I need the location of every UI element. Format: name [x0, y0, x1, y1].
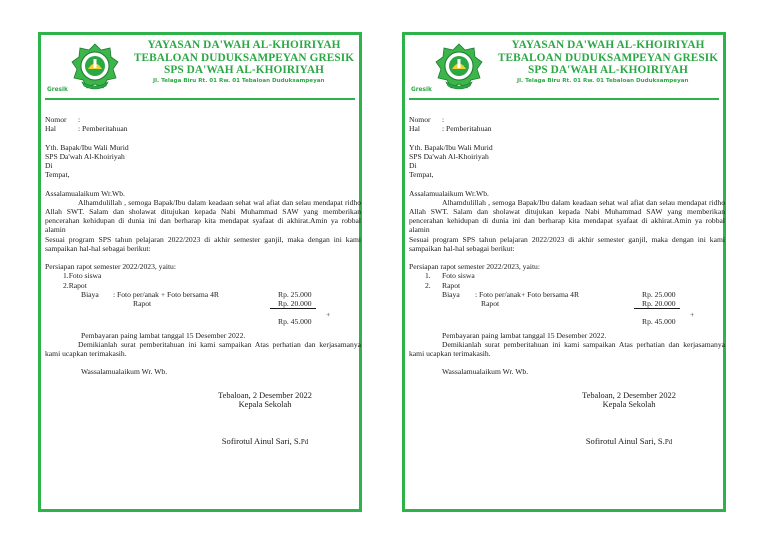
recipient-line-3: Di [409, 160, 417, 170]
nomor-label: Nomor [409, 115, 431, 124]
school-name: SPS DA'WAH AL-KHOIRIYAH [163, 64, 325, 76]
letter-left [38, 32, 362, 512]
nomor-colon: : [442, 115, 445, 124]
signer-name-text: Sofirotul Ainul Sari, S. [221, 435, 301, 446]
org-name: YAYASAN DA'WAH AL-KHOIRIYAH [147, 39, 341, 51]
paragraph-opening: Alhamdulillah , semoga Bapak/Ibu dalam keadaan sehat wal afiat dan selau mendapat ridho Allah SWT. Salam dan sholawat ditujukan kepada Nabi Muhammad SAW yang memberikan pencerahan kehidupan di dunia ini dan berharap kita mendapat syafaat di akhirat.Amin ya robbal alamin [409, 197, 725, 235]
payment-note: Pembayaran paing lambat tanggal 15 Desember 2022. [442, 330, 607, 340]
list-item-1-number: 1. [425, 271, 431, 281]
recipient-line-4: Tempat, [409, 170, 434, 180]
cost-rapot-amount: Rp. 20.000 [634, 299, 680, 309]
hal-value: : Pemberitahuan [78, 124, 128, 134]
org-name: YAYASAN DA'WAH AL-KHOIRIYAH [511, 39, 705, 51]
hal-row [409, 124, 725, 133]
school-name: SPS DA'WAH AL-KHOIRIYAH [527, 64, 689, 76]
paragraph-program: Sesuai program SPS tahun pelajaran 2022/2023 di akhir semester ganjil, maka dengan ini kami sampaikan hal-hal sebagai berikut: [409, 234, 725, 253]
cost-label: Biaya [81, 289, 99, 299]
recipient-line-1: Yth. Bapak/Ibu Wali Murid [45, 142, 129, 152]
letterhead [41, 35, 359, 101]
total-row [45, 317, 361, 326]
hal-row [45, 124, 361, 133]
list-item-2: 2.Rapot [63, 280, 87, 290]
nomor-colon: : [78, 115, 81, 124]
hal-label: Hal [409, 124, 420, 134]
plus-row [409, 308, 725, 320]
signer-name-text: Sofirotul Ainul Sari, S. [585, 435, 665, 446]
farewell: Wassalamualaikum Wr. Wb. [81, 367, 168, 377]
paragraph-closing: Demikianlah surat pemberitahuan ini kami sampaikan Atas perhatian dan kerjasamanya kami ucapkan terimakasih. [409, 339, 725, 358]
list-item-1 [409, 271, 725, 280]
signature-block [45, 391, 361, 448]
paragraph-program: Sesuai program SPS tahun pelajaran 2022/2023 di akhir semester ganjil, maka dengan ini kami sampaikan hal-hal sebagai berikut: [45, 234, 361, 253]
cost-rapot-desc: Rapot [133, 298, 152, 308]
recipient-line-2: SPS Da'wah Al-Khoiriyah [409, 151, 489, 161]
nomor-row [45, 115, 361, 124]
address: Jl. Telaga Biru Rt. 01 Rw. 01 Tebaloan Duduksampeyan [517, 78, 689, 84]
nomor-label: Nomor [45, 115, 67, 124]
greeting: Assalamualaikum Wr.Wb. [45, 188, 125, 198]
plus-row [45, 308, 361, 320]
signature-position: Kepala Sekolah [602, 399, 656, 409]
signer-name [533, 437, 725, 447]
cost-photo-desc: : Foto per/anak+ Foto bersama 4R [475, 289, 580, 299]
divider [409, 98, 719, 100]
paragraph-opening: Alhamdulillah , semoga Bapak/Ibu dalam keadaan sehat wal afiat dan selau mendapat ridho Allah SWT. Salam dan sholawat ditujukan kepada Nabi Muhammad SAW yang memberikan pencerahan kehidupan di dunia ini dan berharap kita mendapat syafaat di akhirat.Amin ya robbal alamin [45, 197, 361, 235]
cost-total: Rp. 45.000 [278, 317, 312, 327]
letter-right [402, 32, 726, 512]
list-item-1-text: Foto siswa [442, 271, 475, 281]
divider [45, 98, 355, 100]
school-emblem-icon [70, 42, 120, 92]
cost-photo-amount: Rp. 25.000 [278, 289, 312, 299]
city: Gresik [47, 87, 68, 93]
paragraph-closing: Demikianlah surat pemberitahuan ini kami sampaikan Atas perhatian dan kerjasamanya kami ucapkan terimakasih. [45, 339, 361, 358]
cost-total: Rp. 45.000 [642, 317, 676, 327]
cost-row-photo [409, 290, 725, 299]
plus-sign: + [690, 310, 695, 320]
letter-body [45, 115, 361, 447]
list-item-2-text: Rapot [442, 280, 461, 290]
org-subname: TEBALOAN DUDUKSAMPEYAN GRESIK [133, 51, 355, 64]
cost-row-rapot [409, 299, 725, 308]
cost-rapot-amount: Rp. 20.000 [270, 299, 316, 309]
cost-row-photo [45, 290, 361, 299]
cost-rapot-desc: Rapot [481, 298, 500, 308]
letter-body [409, 115, 725, 447]
list-item-2-number: 2. [425, 280, 431, 290]
signature-date: Tebaloan, 2 Desember 2022 [218, 390, 312, 400]
hal-value: : Pemberitahuan [442, 124, 492, 134]
signer-degree: Pd [664, 437, 673, 446]
signer-name [169, 437, 361, 447]
letterhead [405, 35, 723, 101]
total-row [409, 317, 725, 326]
signature-position: Kepala Sekolah [238, 399, 292, 409]
cost-photo-desc: : Foto per/anak + Foto bersama 4R [113, 289, 219, 299]
nomor-row [409, 115, 725, 124]
cost-row-rapot [45, 299, 361, 308]
address: Jl. Telaga Biru Rt. 01 Rw. 01 Tebaloan Duduksampeyan [153, 78, 325, 84]
list-item-2 [409, 281, 725, 290]
city: Gresik [411, 87, 432, 93]
org-subname: TEBALOAN DUDUKSAMPEYAN GRESIK [497, 51, 719, 64]
school-emblem-icon [434, 42, 484, 92]
letterhead-title [495, 39, 721, 77]
hal-label: Hal [45, 124, 56, 134]
list-item-1: 1.Foto siswa [63, 271, 102, 281]
recipient-line-4: Tempat, [45, 170, 70, 180]
cost-photo-amount: Rp. 25.000 [642, 289, 676, 299]
recipient-line-2: SPS Da'wah Al-Khoiriyah [45, 151, 125, 161]
signer-degree: Pd [300, 437, 309, 446]
letterhead-title [131, 39, 357, 77]
farewell: Wassalamualaikum Wr. Wb. [442, 367, 529, 377]
greeting: Assalamualaikum Wr.Wb. [409, 188, 489, 198]
plus-sign: + [326, 310, 331, 320]
preparation-heading: Persiapan rapot semester 2022/2023, yaitu: [409, 262, 540, 272]
recipient-line-3: Di [45, 160, 53, 170]
recipient-line-1: Yth. Bapak/Ibu Wali Murid [409, 142, 493, 152]
preparation-heading: Persiapan rapot semester 2022/2023, yaitu: [45, 262, 176, 272]
signature-date: Tebaloan, 2 Desember 2022 [582, 390, 676, 400]
payment-note: Pembayaran paing lambat tanggal 15 Desember 2022. [81, 330, 246, 340]
cost-label: Biaya [442, 289, 460, 299]
signature-block [409, 391, 725, 448]
